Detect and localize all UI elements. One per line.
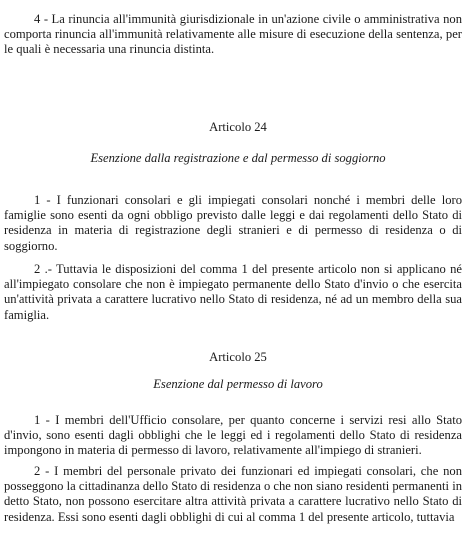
paragraph-art25-comma2: 2 - I membri del personale privato dei funzionari ed impiegati consolari, che non posseggono la cittadinanza dello Stato di residenza o che non siano residenti permanenti in detto Stato, non possono esercitare altra attività privata a carattere lucrativo nello Stato di residenza. Essi sono esenti dagli obblighi di cui al comma 1 del presente articolo, tuttavia [4, 464, 462, 524]
article-25-title: Articolo 25 [209, 350, 267, 364]
article-25-subtitle: Esenzione dal permesso di lavoro [153, 377, 323, 391]
article-24-subtitle: Esenzione dalla registrazione e dal permesso di soggiorno [90, 151, 386, 165]
article-24-title: Articolo 24 [209, 120, 267, 134]
paragraph-art24-comma2: 2 .- Tuttavia le disposizioni del comma 1 del presente articolo non si applicano né all'impiegato consolare che non è impiegato permanente dello Stato d'invio o che esercita un'attività privata a carattere lucrativo nello Stato di residenza, né ad un membro della sua famiglia. [4, 262, 462, 322]
paragraph-art25-comma1: 1 - I membri dell'Ufficio consolare, per quanto concerne i servizi resi allo Stato d'invio, sono esenti dagli obblighi che le leggi ed i regolamenti dello Stato di residenza impongono in materia di permesso di lavoro, relativamente all'impiego di stranieri. [4, 413, 462, 458]
paragraph-art23-comma4: 4 - La rinuncia all'immunità giurisdizionale in un'azione civile o amministrativa non comporta rinuncia all'immunità relativamente alle misure di esecuzione della sentenza, per le quali è necessaria una rinuncia distinta. [4, 12, 462, 57]
paragraph-art24-comma1: 1 - I funzionari consolari e gli impiegati consolari nonché i membri delle loro famiglie sono esenti da ogni obbligo previsto dalle leggi e dai regolamenti dello Stato di residenza in materia di registrazione degli stranieri e di permesso di residenza o di soggiorno. [4, 193, 462, 253]
